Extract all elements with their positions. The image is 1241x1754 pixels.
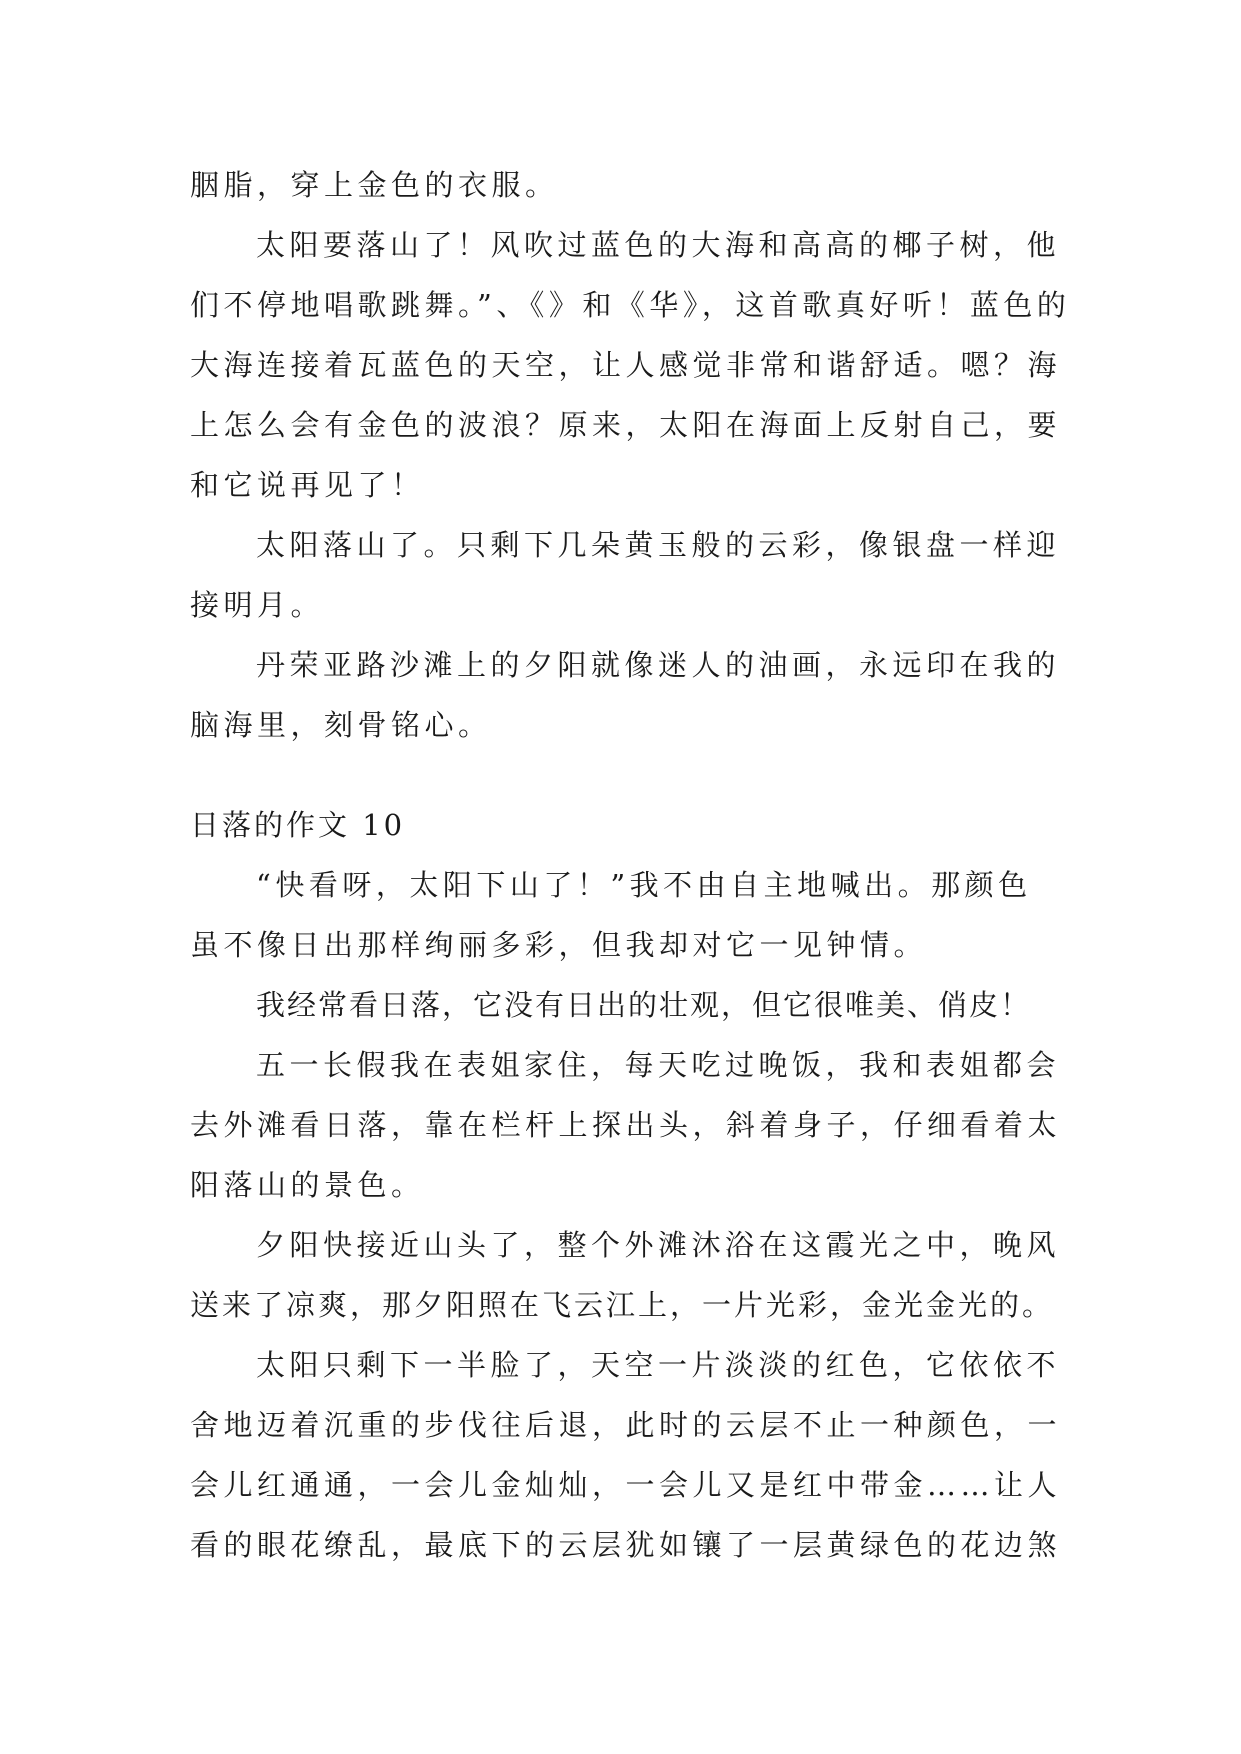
text-line: 送来了凉爽，那夕阳照在飞云江上，一片光彩，金光金光的。 [190,1288,1055,1322]
text-line: 上怎么会有金色的波浪？原来，太阳在海面上反射自己，要 [190,408,1062,442]
text-line: 丹荣亚路沙滩上的夕阳就像迷人的油画，永远印在我的 [256,648,1061,682]
text-line: 大海连接着瓦蓝色的天空，让人感觉非常和谐舒适。嗯？海 [190,348,1062,382]
text-line: 太阳只剩下一半脸了，天空一片淡淡的红色，它依依不 [256,1348,1061,1382]
text-line: 去外滩看日落，靠在栏杆上探出头，斜着身子，仔细看着太 [190,1108,1062,1142]
text-line: 太阳落山了。只剩下几朵黄玉般的云彩，像银盘一样迎 [256,528,1061,562]
text-line: 看的眼花缭乱，最底下的云层犹如镶了一层黄绿色的花边煞 [190,1528,1062,1562]
text-line: 脑海里，刻骨铭心。 [190,708,492,742]
text-line: 和它说再见了！ [190,468,425,502]
text-line: “快看呀，太阳下山了！”我不由自主地喊出。那颜色 [256,868,1032,902]
text-line: 们不停地唱歌跳舞。”、《》和《华》，这首歌真好听！蓝色的 [190,288,1071,322]
text-line: 太阳要落山了！风吹过蓝色的大海和高高的椰子树，他 [256,228,1061,262]
text-line: 虽不像日出那样绚丽多彩，但我却对它一见钟情。 [190,928,928,962]
essay-title: 日落的作文 10 [190,808,406,842]
text-line: 舍地迈着沉重的步伐往后退，此时的云层不止一种颜色，一 [190,1408,1062,1442]
text-line: 胭脂，穿上金色的衣服。 [190,168,559,202]
text-line: 接明月。 [190,588,325,622]
text-line: 五一长假我在表姐家住，每天吃过晚饭，我和表姐都会 [256,1048,1061,1082]
text-line: 会儿红通通，一会儿金灿灿，一会儿又是红中带金……让人 [190,1468,1062,1502]
text-line: 阳落山的景色。 [190,1168,425,1202]
text-line: 我经常看日落，它没有日出的壮观，但它很唯美、俏皮！ [256,988,1032,1022]
text-line: 夕阳快接近山头了，整个外滩沐浴在这霞光之中，晚风 [256,1228,1061,1262]
